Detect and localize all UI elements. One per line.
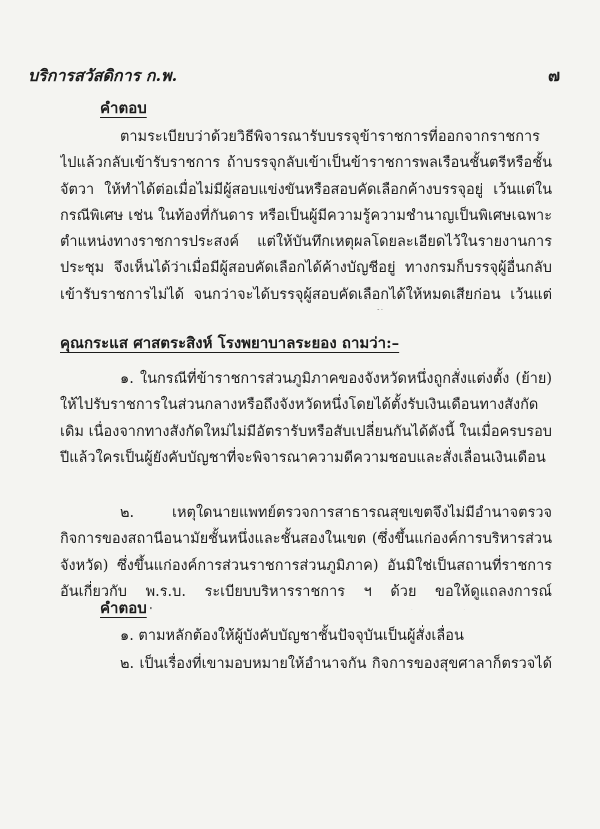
question-item-1: ๑. ในกรณีที่ข้าราชการส่วนภูมิภาคของจังหวัดหนึ่งถูกสั่งแต่งตั้ง (ย้าย) ให้ไปรับราชการในส่วนกลางหรือถึงจังหวัดหนึ่งโดยได้ตั้งรับเงินเดือนทางสังกัดเดิม เนื่องจากทางสังกัดใหม่ไม่มีอัตรารับหรือสับเปลี่ยนกันได้ดังนี้ ในเมื่อครบรอบปีแล้วใครเป็นผู้ยังคับบัญชาที่จะพิจารณาความดีความชอบและสั่งเลื่อนเงินเดือน <box>60 371 552 466</box>
answer-heading: คำตอบ <box>100 599 147 617</box>
answer-item-1: ๑. ตามหลักต้องให้ผู้บังคับบัญชาชั้นปัจจุบันเป็นผู้สั่งเลื่อน <box>120 628 464 644</box>
running-header-title: บริการสวัสดิการ ก.พ. <box>28 66 178 85</box>
page-number: ๗ <box>548 66 561 85</box>
answer-item-2: ๒. เป็นเรื่องที่เขามอบหมายให้อำนาจกัน กิจการของสุขศาลาก็ตรวจได้ <box>120 656 552 672</box>
question-item-2: ๒. เหตุใดนายแพทย์ตรวจการสาธารณสุขเขตจึงไม่มีอำนาจตรวจ กิจการของสถานีอนามัยชั้นหนึ่งและชั้นสองในเขต (ซึ่งขึ้นแก่องค์การบริหารส่วนจังหวัด) ซึ่งขึ้นแก่องค์การส่วนราชการส่วนภูมิภาค) อันมิใช่เป็นสถานที่ราชการอันเกี่ยวกับ พ.ร.บ. ระเบียบบริหารราชการ ฯ ด้วย ขอให้ดูแถลงการณ์ <box>60 505 552 600</box>
answer-heading: คำตอบ <box>100 99 147 117</box>
answer-paragraph: ตามระเบียบว่าด้วยวิธีพิจารณารับบรรจุข้าราชการที่ออกจากราชการไปแล้วกลับเข้ารับราชการ ถ้าบรรจุกลับเข้าเป็นข้าราชการพลเรือนชั้นตรีหรือชั้นจัตวา ให้ทำได้ต่อเมื่อไม่มีผู้สอบแข่งขันหรือสอบคัดเลือกค้างบรรจุอยู่ เว้นแต่ในกรณีพิเศษ เช่น ในท้องที่กันดาร หรือเป็นผู้มีความรู้ความชำนาญเป็นพิเศษเฉพาะตำแหน่งทางราชการประสงค์ แต่ให้บันทึกเหตุผลโดยละเอียดไว้ในรายงานการประชุม จึงเห็นได้ว่าเมื่อมีผู้สอบคัดเลือกได้ค้างบัญชีอยู่ ทางกรมก็บรรจุผู้อื่นกลับเข้ารับราชการไม่ได้ จนกว่าจะได้บรรจุผู้สอบคัดเลือกได้ให้หมดเสียก่อน เว้นแต่ <box>60 129 552 303</box>
question-heading: คุณกระแส ศาสตระสิงห์ โรงพยาบาลระยอง ถามว่า:– <box>60 334 400 352</box>
